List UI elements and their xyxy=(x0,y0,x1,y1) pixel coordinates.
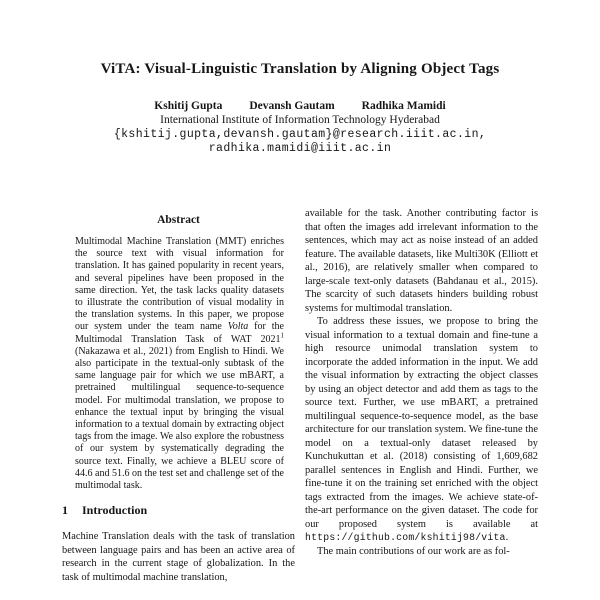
code-repository-link[interactable]: https://github.com/kshitij98/vita xyxy=(305,532,506,543)
author-name: Kshitij Gupta xyxy=(154,100,223,112)
abstract-text-part2: for the Multimodal Translation Task of WAT 2021 xyxy=(75,321,284,345)
body-text-part: . xyxy=(505,532,509,543)
abstract-text-part1: Multimodal Machine Translation (MMT) enriches the source text with visual information for translation. It has gained popularity in recent years, and several pipelines have been proposed in the same direction. Yet, the task lacks quality datasets to illustrate the contribution of visual modality in the translation systems. In this paper, we propose our system under the team name xyxy=(75,236,284,333)
paper-title: ViTA: Visual-Linguistic Translation by Aligning Object Tags xyxy=(100,61,500,77)
author-name: Radhika Mamidi xyxy=(361,100,446,112)
section-heading-introduction xyxy=(62,503,295,518)
section-title: Introduction xyxy=(82,503,148,518)
two-column-body xyxy=(62,207,538,600)
abstract-paragraph xyxy=(62,236,295,492)
body-paragraph: available for the task. Another contributing factor is that often the images add irrelevant information to the sentences, which may act as noise instead of an added feature. The available datasets, like Multi30K (Elliott et al., 2016), are relatively smaller when compared to large-scale text-only datasets (Bahdanau et al., 2015). The scarcity of such datasets hinders building robust systems for multimodal translation. xyxy=(305,208,538,314)
abstract-text-part3: (Nakazawa et al., 2021) from English to Hindi. We also participate in the textual-only subtask of the same language pair for which we use mBART, a pretrained multilingual sequence-to-sequence model. For multimodal translation, we propose to enhance the textual input by bringing the visual information to a textual domain by extracting object tags from the image. We also explore the robustness of our system by systematically degrading the source text. Finally, we achieve a BLEU score of 44.6 and 51.6 on the test set and challenge set of the multimodal task. xyxy=(75,345,284,492)
author-name: Devansh Gautam xyxy=(249,100,335,112)
email-line-1: {kshitij.gupta,devansh.gautam}@research.iiit.ac.in, xyxy=(113,128,487,141)
body-text-part: To address these issues, we propose to bring the visual information to a textual domain and fine-tune a high resource unimodal translation system to incorporate the added information in the input. We add the visual information by extracting the object classes by using an object detector and add them as tags to the source text. Further, we use mBART, a pretrained multilingual sequence-to-sequence model, as the base architecture for our translation system. We fine-tune the model on a textual-only dataset released by Kunchukuttan et al. (2018) consisting of 1,609,682 parallel sentences in English and Hindi. Further, we fine-tune it on the training set enriched with the object tags extracted from the images. We achieve state-of-the-art performance on the given dataset. The code for our proposed system is available at xyxy=(305,316,538,530)
left-column xyxy=(62,207,295,600)
body-paragraph xyxy=(305,315,538,545)
intro-paragraph: Machine Translation deals with the task of translation between language pairs and has been an active area of research in the current stage of globalization. In the task of multimodal machine translation, xyxy=(62,531,295,583)
affiliation: International Institute of Information Technology Hyderabad xyxy=(160,114,440,126)
abstract-heading: Abstract xyxy=(157,214,200,226)
right-column xyxy=(305,207,538,600)
body-paragraph: The main contributions of our work are as fol- xyxy=(317,545,510,557)
authors-row xyxy=(0,100,600,112)
section-number: 1 xyxy=(62,503,68,518)
footnote-marker: 1 xyxy=(280,331,284,340)
email-line-2: radhika.mamidi@iiit.ac.in xyxy=(208,142,392,155)
team-name: Volta xyxy=(227,321,249,333)
